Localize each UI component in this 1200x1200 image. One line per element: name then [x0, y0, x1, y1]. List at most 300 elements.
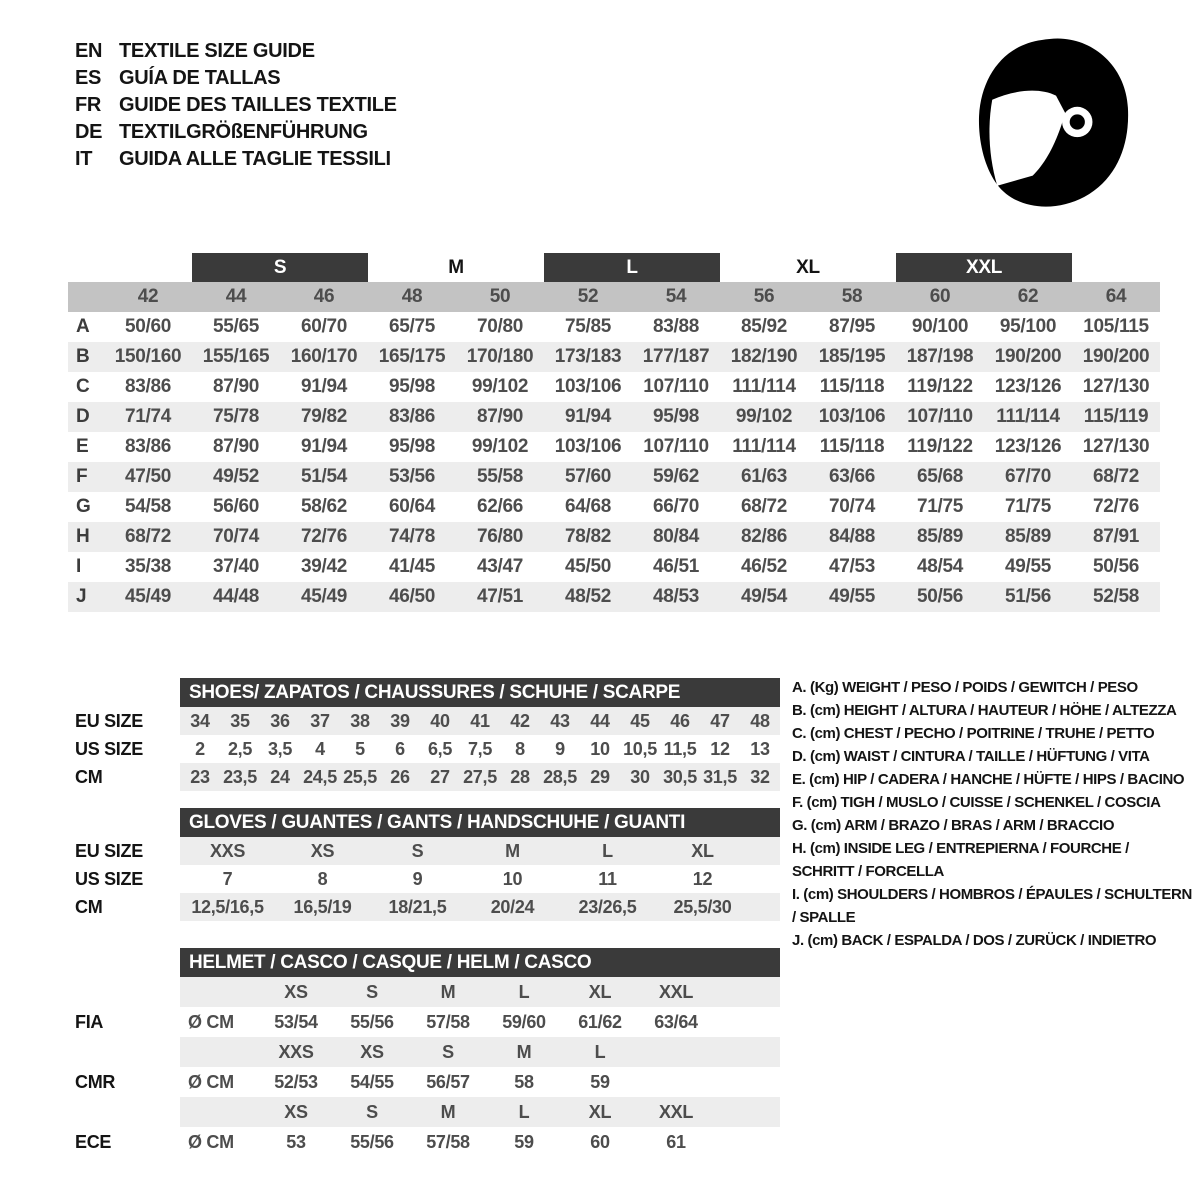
value-cell: 50/56 [916, 586, 964, 607]
row-label: CM [75, 896, 103, 917]
table-row [68, 492, 1160, 522]
language-code: EN [75, 40, 103, 62]
size-number-row [68, 282, 1160, 312]
value-cell: XS [310, 840, 335, 861]
value-cell: 5 [355, 738, 365, 759]
value-cell: 150/160 [114, 346, 182, 367]
legend-item: J. (cm) BACK / ESPALDA / DOS / ZURÜCK / INDIETRO [792, 932, 1157, 949]
value-cell: 99/102 [471, 376, 529, 397]
value-cell: 25,5 [343, 766, 377, 787]
value-cell: 44 [590, 710, 610, 731]
value-cell: 43 [550, 710, 570, 731]
size-number: 50 [489, 286, 511, 307]
value-cell: 48/53 [652, 586, 700, 607]
value-cell: 71/75 [1004, 496, 1052, 517]
gloves-table-title: GLOVES / GUANTES / GANTS / HANDSCHUHE / GUANTI [180, 808, 780, 837]
value-cell: 83/86 [124, 376, 172, 397]
value-cell: L [602, 840, 613, 861]
value-cell: M [505, 840, 520, 861]
value-cell: 10,5 [623, 738, 657, 759]
racing-helmet-graphic [975, 36, 1135, 212]
value-cell: 36 [270, 710, 290, 731]
size-number: 60 [929, 286, 951, 307]
guide-title: TEXTILGRÖßENFÜHRUNG [119, 121, 368, 143]
guide-title: GUIDE DES TAILLES TEXTILE [119, 94, 397, 116]
row-values [180, 1097, 780, 1127]
value-cell: 18/21,5 [388, 896, 447, 917]
value-cell: S [366, 1101, 378, 1122]
value-cell: 85/92 [740, 316, 788, 337]
value-cell: 6,5 [427, 738, 453, 759]
value-cell: 47/51 [476, 586, 524, 607]
value-cell: 58 [514, 1071, 534, 1092]
size-group-label: L [544, 253, 720, 282]
value-cell: 49/52 [212, 466, 260, 487]
value-cell: 78/82 [564, 526, 612, 547]
value-cell: XXS [278, 1041, 314, 1062]
helmet-rows [68, 977, 780, 1157]
row-values [180, 865, 780, 893]
measurement-legend [792, 676, 1192, 952]
value-cell: 27,5 [463, 766, 497, 787]
table-row [68, 462, 1160, 492]
value-cell: 53/56 [388, 466, 436, 487]
value-cell: 54/58 [124, 496, 172, 517]
value-cell: 72/76 [300, 526, 348, 547]
size-number: 62 [1017, 286, 1039, 307]
table-row [68, 432, 1160, 462]
size-number: 44 [225, 286, 247, 307]
value-cell: 57/58 [426, 1011, 470, 1032]
value-cell: 91/94 [564, 406, 612, 427]
legend-item: H. (cm) INSIDE LEG / ENTREPIERNA / FOURCHE / SCHRITT / FORCELLA [792, 840, 1129, 880]
value-cell: 170/180 [466, 346, 534, 367]
row-values [180, 1007, 780, 1037]
row-values [180, 707, 780, 735]
value-cell: M [516, 1041, 532, 1062]
value-cell: 182/190 [730, 346, 798, 367]
value-cell: M [440, 1101, 456, 1122]
value-cell: 59 [514, 1131, 534, 1152]
value-cell: 30,5 [663, 766, 697, 787]
value-cell: 20/24 [490, 896, 535, 917]
value-cell: 56/60 [212, 496, 260, 517]
value-cell: 90/100 [911, 316, 969, 337]
value-cell: 99/102 [735, 406, 793, 427]
value-cell: 87/90 [476, 406, 524, 427]
value-cell: 80/84 [652, 526, 700, 547]
value-cell: 71/74 [124, 406, 172, 427]
table-row [68, 372, 1160, 402]
value-cell: 57/58 [426, 1131, 470, 1152]
table-row [68, 707, 780, 735]
value-cell: 7,5 [467, 738, 493, 759]
table-row [68, 342, 1160, 372]
size-number: 48 [401, 286, 423, 307]
diameter-label [180, 1097, 258, 1127]
value-cell: 127/130 [1082, 376, 1150, 397]
value-cell: 54/55 [350, 1071, 394, 1092]
value-cell: 75/85 [564, 316, 612, 337]
value-cell: XL [588, 1101, 612, 1122]
value-cell: 66/70 [652, 496, 700, 517]
value-cell: 23 [190, 766, 210, 787]
value-cell: 173/183 [554, 346, 622, 367]
gloves-rows [68, 837, 780, 921]
guide-title: TEXTILE SIZE GUIDE [119, 40, 315, 62]
value-cell: 37 [310, 710, 330, 731]
value-cell: 38 [350, 710, 370, 731]
row-label [68, 977, 180, 1007]
value-cell: 123/126 [994, 376, 1062, 397]
value-cell: 123/126 [994, 436, 1062, 457]
shoes-table-title: SHOES/ ZAPATOS / CHAUSSURES / SCHUHE / SCARPE [180, 678, 780, 707]
value-cell: 53/54 [274, 1011, 318, 1032]
value-cell: 37/40 [212, 556, 260, 577]
value-cell: 12 [692, 868, 713, 889]
value-cell: 12 [710, 738, 730, 759]
value-cell: 52/58 [1092, 586, 1140, 607]
value-cell: 46/51 [652, 556, 700, 577]
value-cell: S [411, 840, 424, 861]
value-cell: 105/115 [1083, 316, 1149, 337]
value-cell: 107/110 [643, 376, 709, 397]
size-number: 64 [1105, 286, 1127, 307]
table-row [68, 893, 780, 921]
value-cell: 84/88 [828, 526, 876, 547]
size-group-label: XXL [896, 253, 1072, 282]
shoes-size-table [68, 678, 780, 791]
value-cell: 41/45 [388, 556, 436, 577]
value-cell: L [518, 981, 530, 1002]
row-label: D [76, 406, 90, 427]
measurement-rows [68, 312, 1160, 612]
value-cell: 42 [510, 710, 530, 731]
value-cell: 58/62 [300, 496, 348, 517]
value-cell: 9 [555, 738, 565, 759]
value-cell: 45/49 [300, 586, 348, 607]
value-cell: 28,5 [543, 766, 577, 787]
row-label: E [76, 436, 89, 457]
value-cell: 44/48 [212, 586, 260, 607]
row-label: US SIZE [75, 738, 143, 759]
value-cell: 107/110 [907, 406, 973, 427]
value-cell: 60 [590, 1131, 610, 1152]
value-cell: 39 [390, 710, 410, 731]
value-cell: 68/72 [1092, 466, 1140, 487]
value-cell: 25,5/30 [673, 896, 732, 917]
legend-item: G. (cm) ARM / BRAZO / BRAS / ARM / BRACCIO [792, 817, 1115, 834]
value-cell: 115/119 [1083, 406, 1149, 427]
value-cell: 57/60 [564, 466, 612, 487]
diameter-label: Ø CM [188, 1071, 234, 1092]
value-cell: 47 [710, 710, 730, 731]
value-cell: 55/56 [350, 1011, 394, 1032]
diameter-label: Ø CM [188, 1131, 234, 1152]
row-values [180, 1067, 780, 1097]
value-cell: 49/54 [740, 586, 788, 607]
value-cell: 119/122 [907, 376, 973, 397]
row-label: FIA [75, 1011, 104, 1032]
value-cell: M [440, 981, 456, 1002]
size-number: 54 [665, 286, 687, 307]
value-cell: 43/47 [476, 556, 524, 577]
value-cell: 2,5 [227, 738, 253, 759]
legend-item: A. (Kg) WEIGHT / PESO / POIDS / GEWITCH / PESO [792, 679, 1138, 696]
row-label: US SIZE [75, 868, 143, 889]
gloves-size-table [68, 808, 780, 921]
row-label: A [76, 316, 90, 337]
language-row [75, 146, 397, 173]
value-cell: 103/106 [554, 436, 622, 457]
value-cell: 46 [670, 710, 690, 731]
size-number: 42 [137, 286, 159, 307]
value-cell: 71/75 [916, 496, 964, 517]
value-cell: 95/100 [999, 316, 1057, 337]
size-group-label: S [192, 253, 368, 282]
size-number: 52 [577, 286, 599, 307]
value-cell: XL [691, 840, 714, 861]
table-row [68, 977, 780, 1007]
table-row [68, 735, 780, 763]
row-values [180, 977, 780, 1007]
legend-item: I. (cm) SHOULDERS / HOMBROS / ÉPAULES / SCHULTERN / SPALLE [792, 886, 1192, 926]
row-label: C [76, 376, 90, 397]
value-cell: 99/102 [471, 436, 529, 457]
value-cell: 49/55 [1004, 556, 1052, 577]
diameter-label [180, 1037, 258, 1067]
value-cell: 70/80 [476, 316, 524, 337]
row-label: H [76, 526, 90, 547]
legend-item: F. (cm) TIGH / MUSLO / CUISSE / SCHENKEL / COSCIA [792, 794, 1161, 811]
row-values [180, 763, 780, 791]
value-cell [638, 1067, 714, 1097]
row-label: CM [75, 766, 103, 787]
racing-helmet-icon [975, 36, 1135, 212]
value-cell: 61/63 [740, 466, 788, 487]
value-cell: 11 [598, 868, 617, 889]
size-group-label: XL [796, 256, 820, 278]
value-cell: 83/88 [652, 316, 700, 337]
value-cell: 61/62 [578, 1011, 622, 1032]
row-label: I [76, 556, 81, 577]
value-cell: S [366, 981, 378, 1002]
value-cell: 75/78 [212, 406, 260, 427]
value-cell: 95/98 [652, 406, 700, 427]
helmet-table-title: HELMET / CASCO / CASQUE / HELM / CASCO [180, 948, 780, 977]
value-cell: 55/56 [350, 1131, 394, 1152]
value-cell: XS [284, 1101, 308, 1122]
value-cell: 11,5 [663, 738, 697, 759]
value-cell: 16,5/19 [293, 896, 352, 917]
size-number: 56 [753, 286, 775, 307]
value-cell: 7 [222, 868, 233, 889]
row-values [180, 837, 780, 865]
value-cell: 185/195 [818, 346, 886, 367]
value-cell: 91/94 [300, 376, 348, 397]
value-cell: 115/118 [819, 436, 885, 457]
value-cell: 87/90 [212, 376, 260, 397]
value-cell: 177/187 [642, 346, 710, 367]
value-cell: 187/198 [906, 346, 974, 367]
guide-title: GUÍA DE TALLAS [119, 67, 281, 89]
value-cell: 190/200 [994, 346, 1062, 367]
value-cell: 30 [630, 766, 650, 787]
value-cell: 4 [315, 738, 325, 759]
value-cell: 9 [412, 868, 423, 889]
table-row [68, 402, 1160, 432]
value-cell: 83/86 [124, 436, 172, 457]
value-cell: 70/74 [212, 526, 260, 547]
value-cell: 56/57 [426, 1071, 470, 1092]
value-cell: 59 [590, 1071, 610, 1092]
value-cell: L [518, 1101, 530, 1122]
value-cell: 45 [630, 710, 650, 731]
value-cell: XXL [658, 981, 694, 1002]
value-cell: 165/175 [378, 346, 446, 367]
helmet-size-table [68, 948, 780, 1157]
row-label: F [76, 466, 88, 487]
value-cell: 155/165 [202, 346, 270, 367]
value-cell: 50/56 [1092, 556, 1140, 577]
value-cell: 85/89 [1004, 526, 1052, 547]
value-cell: 91/94 [300, 436, 348, 457]
value-cell: 48/54 [916, 556, 964, 577]
value-cell: 79/82 [300, 406, 348, 427]
value-cell: 27 [430, 766, 450, 787]
value-cell: 111/114 [996, 406, 1060, 427]
row-label: G [76, 496, 91, 517]
value-cell: 12,5/16,5 [191, 896, 264, 917]
value-cell: 190/200 [1082, 346, 1150, 367]
size-group-label: M [448, 256, 464, 278]
value-cell: 87/95 [828, 316, 876, 337]
value-cell: 67/70 [1004, 466, 1052, 487]
shoes-rows [68, 707, 780, 791]
value-cell: 111/114 [732, 436, 796, 457]
value-cell: 35/38 [124, 556, 172, 577]
value-cell: 52/53 [274, 1071, 318, 1092]
value-cell: 59/60 [502, 1011, 546, 1032]
row-label: J [76, 586, 87, 607]
table-row [68, 522, 1160, 552]
value-cell: 48 [750, 710, 770, 731]
language-row [75, 92, 397, 119]
value-cell: 46/52 [740, 556, 788, 577]
table-row [68, 582, 1160, 612]
table-row [68, 1067, 780, 1097]
size-number: 46 [313, 286, 335, 307]
row-values [180, 1127, 780, 1157]
language-code: IT [75, 148, 93, 170]
value-cell: 76/80 [476, 526, 524, 547]
textile-size-table [68, 253, 1160, 612]
diameter-label [180, 977, 258, 1007]
legend-item: D. (cm) WAIST / CINTURA / TAILLE / HÜFTUNG / VITA [792, 748, 1150, 765]
value-cell: XS [284, 981, 308, 1002]
diameter-label: Ø CM [188, 1011, 234, 1032]
value-cell: 23/26,5 [578, 896, 637, 917]
table-row [68, 763, 780, 791]
table-row [68, 1127, 780, 1157]
table-row [68, 312, 1160, 342]
value-cell: 24,5 [303, 766, 337, 787]
value-cell: 51/54 [300, 466, 348, 487]
value-cell: L [594, 1041, 606, 1062]
value-cell: 55/58 [476, 466, 524, 487]
table-row [68, 865, 780, 893]
value-cell: 34 [190, 710, 210, 731]
value-cell: 103/106 [818, 406, 886, 427]
value-cell: 41 [470, 710, 490, 731]
value-cell: 10 [502, 868, 523, 889]
value-cell: 72/76 [1092, 496, 1140, 517]
language-row [75, 65, 397, 92]
value-cell: 111/114 [732, 376, 796, 397]
value-cell: 68/72 [740, 496, 788, 517]
value-cell: XXL [658, 1101, 694, 1122]
value-cell: 60/64 [388, 496, 436, 517]
value-cell: 6 [395, 738, 405, 759]
value-cell: 31,5 [703, 766, 737, 787]
value-cell: 64/68 [564, 496, 612, 517]
language-code: FR [75, 94, 102, 116]
value-cell: 119/122 [907, 436, 973, 457]
value-cell: 13 [750, 738, 770, 759]
row-values [180, 1037, 780, 1067]
row-label: EU SIZE [75, 840, 143, 861]
value-cell: 47/50 [124, 466, 172, 487]
table-row [68, 552, 1160, 582]
value-cell: 127/130 [1082, 436, 1150, 457]
value-cell: 82/86 [740, 526, 788, 547]
table-row [68, 1097, 780, 1127]
value-cell: 87/91 [1092, 526, 1140, 547]
value-cell: 49/55 [828, 586, 876, 607]
value-cell: 40 [430, 710, 450, 731]
table-row [68, 1007, 780, 1037]
language-row [75, 119, 397, 146]
value-cell: XXS [209, 840, 246, 861]
value-cell: 3,5 [267, 738, 293, 759]
value-cell: 29 [590, 766, 610, 787]
value-cell: 74/78 [388, 526, 436, 547]
row-label: ECE [75, 1131, 112, 1152]
value-cell: 39/42 [300, 556, 348, 577]
guide-title: GUIDA ALLE TAGLIE TESSILI [119, 148, 391, 170]
value-cell: 95/98 [388, 436, 436, 457]
value-cell: 95/98 [388, 376, 436, 397]
value-cell: 48/52 [564, 586, 612, 607]
size-number: 58 [841, 286, 863, 307]
value-cell: 45/50 [564, 556, 612, 577]
value-cell: 87/90 [212, 436, 260, 457]
legend-item: E. (cm) HIP / CADERA / HANCHE / HÜFTE / HIPS / BACINO [792, 771, 1185, 788]
value-cell: 47/53 [828, 556, 876, 577]
value-cell: XL [588, 981, 612, 1002]
row-label: B [76, 346, 90, 367]
language-code: ES [75, 67, 102, 89]
row-label [68, 1037, 180, 1067]
size-group-row [68, 253, 1160, 282]
value-cell: 24 [270, 766, 290, 787]
value-cell: 107/110 [643, 436, 709, 457]
value-cell: 65/75 [388, 316, 436, 337]
value-cell: 46/50 [388, 586, 436, 607]
table-row [68, 837, 780, 865]
value-cell: 83/86 [388, 406, 436, 427]
value-cell: 85/89 [916, 526, 964, 547]
